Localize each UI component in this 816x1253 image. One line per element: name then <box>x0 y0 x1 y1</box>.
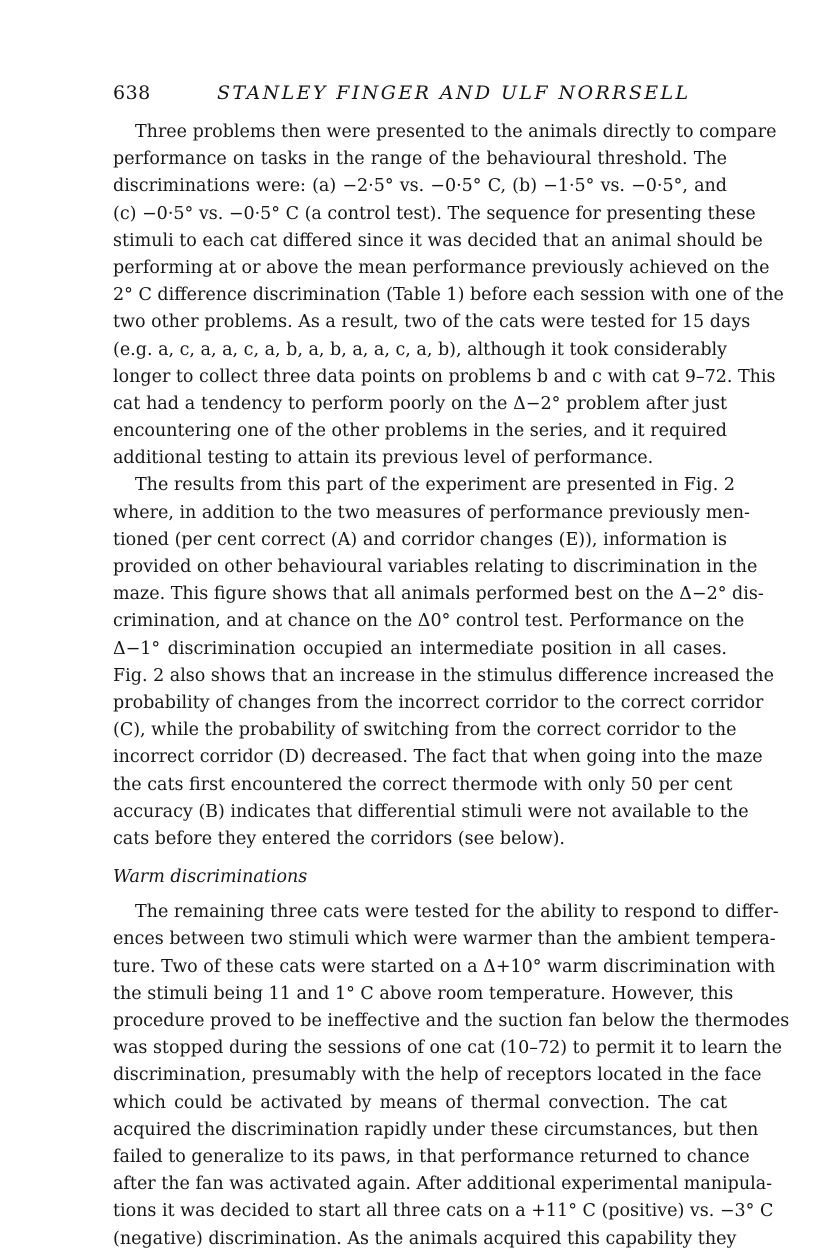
section-heading: Warm discriminations <box>113 867 308 888</box>
text-line: Fig. 2 also shows that an increase in the stimulus difference increased the <box>113 665 774 686</box>
text-line: crimination, and at chance on the Δ0° control test. Performance on the <box>113 611 745 632</box>
text-line: ture. Two of these cats were started on a Δ+10° warm discrimination with <box>113 956 776 977</box>
text-line: (c) −0·5° vs. −0·5° C (a control test). The sequence for presenting these <box>113 203 756 224</box>
text-line: after the fan was activated again. After additional experimental manipula- <box>113 1174 773 1195</box>
text-line: accuracy (B) indicates that differential stimuli were not available to the <box>113 801 749 822</box>
page-number: 638 <box>113 82 151 104</box>
paragraph-threshold-problems <box>113 119 784 472</box>
text-line: tioned (per cent correct (A) and corridor changes (E)), information is <box>113 529 727 550</box>
running-title: STANLEY FINGER AND ULF NORRSELL <box>217 82 691 104</box>
text-line: probability of changes from the incorrect corridor to the correct corridor <box>113 692 764 713</box>
text-line: incorrect corridor (D) decreased. The fact that when going into the maze <box>113 747 763 768</box>
text-line: The results from this part of the experiment are presented in Fig. 2 <box>135 475 735 496</box>
text-line: provided on other behavioural variables relating to discrimination in the <box>113 557 758 577</box>
text-line: (C), while the probability of switching from the correct corridor to the <box>113 720 737 741</box>
text-line: 2° C difference discrimination (Table 1) before each session with one of the <box>113 285 784 306</box>
text-line: where, in addition to the two measures of performance previously men- <box>113 502 750 523</box>
text-line: Three problems then were presented to the animals directly to compare <box>135 122 777 142</box>
text-line: the stimuli being 11 and 1° C above room temperature. However, this <box>113 983 734 1004</box>
paragraph-warm-discriminations <box>113 899 790 1252</box>
text-line: additional testing to attain its previous level of performance. <box>113 448 654 469</box>
paragraph-results <box>113 472 774 853</box>
text-line: discriminations were: (a) −2·5° vs. −0·5° C, (b) −1·5° vs. −0·5°, and <box>113 176 727 197</box>
text-line: acquired the discrimination rapidly under these circumstances, but then <box>113 1119 759 1140</box>
text-line: (e.g. a, c, a, a, c, a, b, a, b, a, a, c, a, b), although it took considerably <box>113 339 728 360</box>
text-line: failed to generalize to its paws, in that performance returned to chance <box>113 1146 750 1167</box>
body-text <box>113 119 790 1253</box>
text-line: which could be activated by means of thermal convection. The cat <box>113 1092 727 1113</box>
text-line: cat had a tendency to perform poorly on the Δ−2° problem after just <box>113 393 727 414</box>
text-line: was stopped during the sessions of one cat (10–72) to permit it to learn the <box>113 1038 783 1059</box>
page-header <box>113 82 733 108</box>
text-line: The remaining three cats were tested for the ability to respond to differ- <box>135 902 779 923</box>
text-line: the cats first encountered the correct thermode with only 50 per cent <box>113 774 733 795</box>
text-line: (negative) discrimination. As the animals acquired this capability they <box>113 1228 737 1249</box>
text-line: encountering one of the other problems in the series, and it required <box>113 421 727 442</box>
text-line: tions it was decided to start all three cats on a +11° C (positive) vs. −3° C <box>113 1201 774 1222</box>
text-line: performing at or above the mean performance previously achieved on the <box>113 257 770 278</box>
text-line: two other problems. As a result, two of the cats were tested for 15 days <box>113 312 751 333</box>
text-line: longer to collect three data points on problems b and c with cat 9–72. This <box>113 366 776 387</box>
text-line: discrimination, presumably with the help of receptors located in the face <box>113 1065 762 1086</box>
text-line: maze. This figure shows that all animals performed best on the Δ−2° dis- <box>113 584 764 605</box>
text-line: Δ−1° discrimination occupied an intermediate position in all cases. <box>113 638 727 659</box>
text-line: stimuli to each cat differed since it was decided that an animal should be <box>113 230 763 251</box>
text-line: performance on tasks in the range of the behavioural threshold. The <box>113 149 727 170</box>
text-line: procedure proved to be ineffective and the suction fan below the thermodes <box>113 1011 790 1031</box>
text-line: ences between two stimuli which were warmer than the ambient tempera- <box>113 929 776 950</box>
text-line: cats before they entered the corridors (see below). <box>113 828 565 849</box>
